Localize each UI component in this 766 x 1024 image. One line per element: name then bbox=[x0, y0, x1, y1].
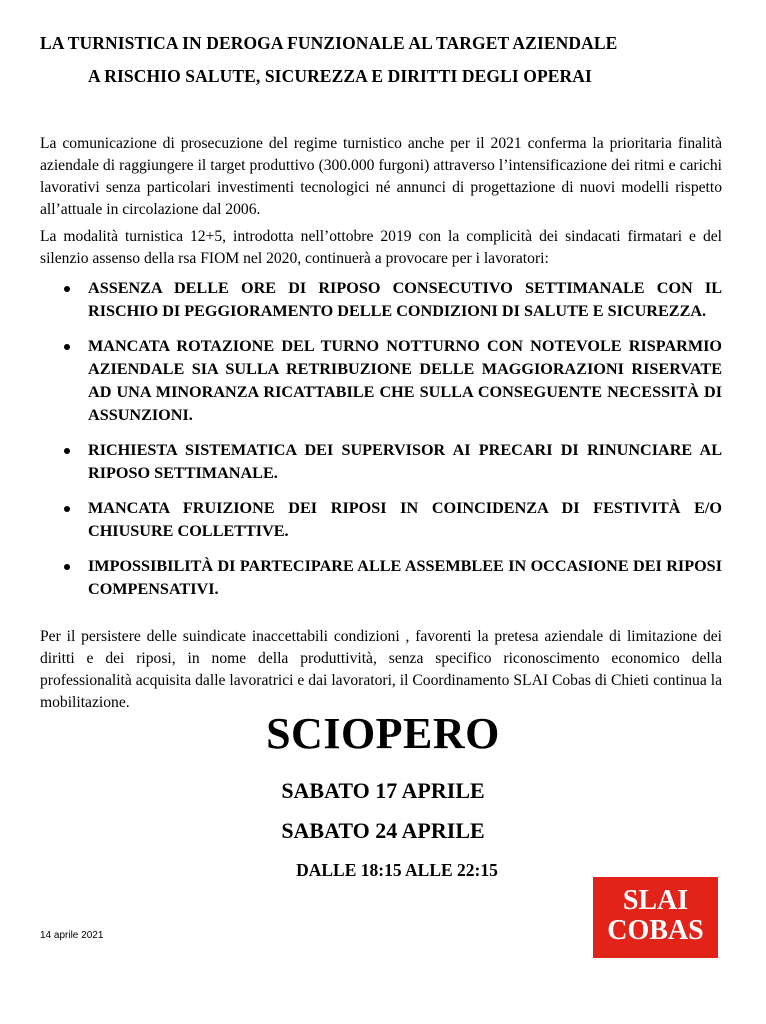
shift-paragraph: La modalità turnistica 12+5, introdotta nell’ottobre 2019 con la complicità dei sindacati firmatari e del silenzio assenso della rsa FIOM nel 2020, continuerà a provocare per i lavoratori: bbox=[40, 228, 722, 267]
closing-paragraph: Per il persistere delle suindicate inaccettabili condizioni , favorenti la pretesa aziendale di limitazione dei diritti e dei riposi, in nome della produttività, senza specifico riconoscimento economico della professionalità acquisita dalle lavoratrici e dai lavoratori, il Coordinamento SLAI Cobas di Chieti continua la mobilitazione. bbox=[40, 628, 722, 711]
list-item bbox=[40, 277, 722, 323]
bullet-icon bbox=[64, 506, 70, 512]
strike-date-1: SABATO 17 APRILE bbox=[281, 778, 485, 803]
list-item-text: MANCATA FRUIZIONE DEI RIPOSI IN COINCIDENZA DI FESTIVITÀ E/O CHIUSURE COLLETTIVE. bbox=[88, 499, 722, 540]
bullet-icon bbox=[64, 344, 70, 350]
list-item bbox=[40, 335, 722, 427]
list-item-text: RICHIESTA SISTEMATICA DEI SUPERVISOR AI PRECARI DI RINUNCIARE AL RIPOSO SETTIMANALE. bbox=[88, 441, 722, 482]
list-item bbox=[40, 497, 722, 543]
list-item-text: ASSENZA DELLE ORE DI RIPOSO CONSECUTIVO SETTIMANALE CON IL RISCHIO DI PEGGIORAMENTO DELLE CONDIZIONI DI SALUTE E SICUREZZA. bbox=[88, 279, 722, 320]
strike-date-2: SABATO 24 APRILE bbox=[281, 818, 485, 843]
list-item-text: IMPOSSIBILITÀ DI PARTECIPARE ALLE ASSEMBLEE IN OCCASIONE DEI RIPOSI COMPENSATIVI. bbox=[88, 557, 722, 598]
bullet-icon bbox=[64, 564, 70, 570]
logo-text-line-1: SLAI bbox=[622, 885, 689, 916]
document-date: 14 aprile 2021 bbox=[40, 930, 104, 941]
slai-cobas-logo bbox=[593, 877, 718, 958]
title-line-1: LA TURNISTICA IN DEROGA FUNZIONALE AL TARGET AZIENDALE bbox=[40, 33, 618, 53]
intro-paragraph: La comunicazione di prosecuzione del regime turnistico anche per il 2021 conferma la prioritaria finalità aziendale di raggiungere il target produttivo (300.000 furgoni) attraverso l’intensificazione dei ritmi e carichi lavorativi senza particolari investimenti tecnologici né annunci di progettazione di nuovi modelli rispetto all’attuale in circolazione dal 2006. bbox=[40, 135, 722, 218]
consequences-list bbox=[40, 277, 722, 601]
list-item-text: MANCATA ROTAZIONE DEL TURNO NOTTURNO CON NOTEVOLE RISPARMIO AZIENDALE SIA SULLA RETRIBUZIONE DELLE MAGGIORAZIONI RISERVATE AD UNA MINORANZA RICATTABILE CHE SULLA CONSEGUENTE NECESSITÀ DI ASSUNZIONI. bbox=[88, 337, 722, 424]
bullet-icon bbox=[64, 286, 70, 292]
bullet-icon bbox=[64, 448, 70, 454]
title-line-2: A RISCHIO SALUTE, SICUREZZA E DIRITTI DEGLI OPERAI bbox=[88, 66, 592, 86]
strike-headline: SCIOPERO bbox=[266, 709, 500, 758]
list-item bbox=[40, 555, 722, 601]
list-item bbox=[40, 439, 722, 485]
logo-text-line-2: COBAS bbox=[607, 915, 704, 946]
strike-time: DALLE 18:15 ALLE 22:15 bbox=[296, 860, 498, 880]
